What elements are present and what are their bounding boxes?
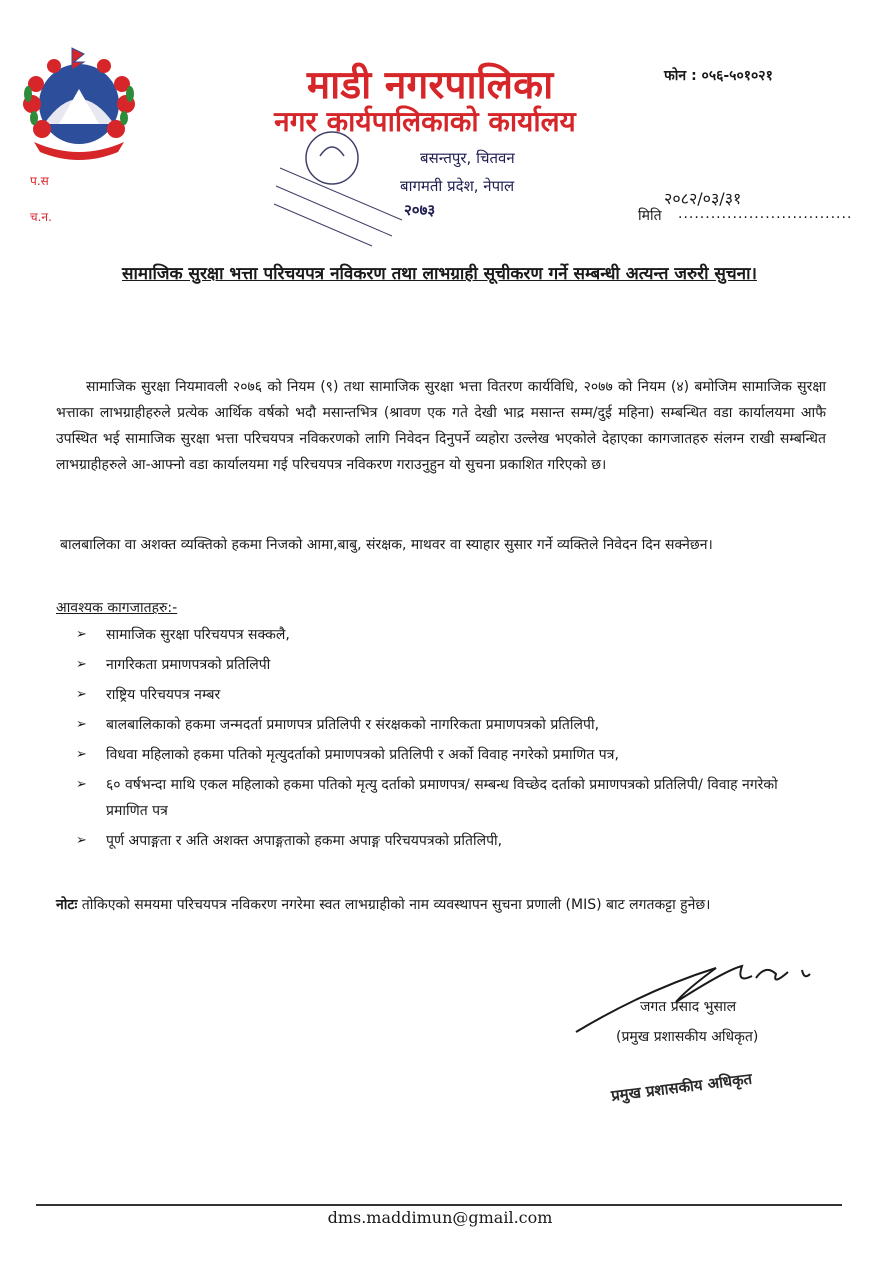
list-item — [76, 828, 816, 854]
arrow-bullet-icon: ➢ — [76, 747, 87, 762]
footer-email: dms.maddimun@gmail.com — [327, 1208, 553, 1227]
arrow-bullet-icon: ➢ — [76, 833, 87, 848]
list-item-text: बालबालिकाको हकमा जन्मदर्ता प्रमाणपत्र प्रतिलिपी र संरक्षकको नागरिकता प्रमाणपत्रको प्रतिलिपी, — [106, 717, 600, 733]
arrow-bullet-icon: ➢ — [76, 627, 87, 642]
list-item-text: विधवा महिलाको हकमा पतिको मृत्युदर्ताको प्रमाणपत्रको प्रतिलिपी र अर्को विवाह नगरेको प्रमाणित पत्र, — [106, 747, 619, 763]
note — [56, 892, 826, 918]
list-item-text: सामाजिक सुरक्षा परिचयपत्र सक्कलै, — [106, 627, 290, 643]
list-item — [76, 622, 816, 648]
list-item — [76, 682, 816, 708]
list-item-text: ६० वर्षभन्दा माथि एकल महिलाको हकमा पतिको मृत्यु दर्ताको प्रमाणपत्र/ सम्बन्ध विच्छेद दर्ताको प्रमाणपत्रको प्रतिलिपी/ विवाह नगरेको प्रमाणित पत्र — [106, 777, 778, 819]
list-item-text: नागरिकता प्रमाणपत्रको प्रतिलिपी — [106, 657, 271, 673]
org-office: नगर कार्यपालिकाको कार्यालय — [274, 105, 576, 138]
list-item — [76, 652, 816, 678]
arrow-bullet-icon: ➢ — [76, 717, 87, 732]
org-name: माडी नगरपालिका — [306, 63, 554, 108]
note-label: नोटः — [56, 897, 78, 913]
date-label: मिति — [638, 208, 662, 224]
date-value: २०८२/०३/३१ — [664, 189, 742, 208]
cn-label: च.न. — [30, 210, 52, 224]
ps-label: प.स — [30, 174, 49, 188]
footer-divider — [36, 1204, 842, 1206]
list-item — [76, 712, 816, 738]
note-text: तोकिएको समयमा परिचयपत्र नविकरण नगरेमा स्वत लाभग्राहीको नाम व्यवस्थापन सुचना प्रणाली (MIS) बाट लगतकट्टा हुनेछ। — [81, 897, 711, 913]
list-item-text: पूर्ण अपाङ्गता र अति अशक्त अपाङ्गताको हकमा अपाङ्ग परिचयपत्रको प्रतिलिपी, — [106, 833, 503, 849]
designation-stamp: प्रमुख प्रशासकीय अधिकृत — [610, 1069, 753, 1105]
list-item — [76, 772, 816, 824]
date-dots: ................................ — [678, 206, 853, 222]
arrow-bullet-icon: ➢ — [76, 777, 87, 792]
signatory-name: जगत प्रसाद भुसाल — [640, 999, 737, 1015]
arrow-bullet-icon: ➢ — [76, 657, 87, 672]
notice-title-text: सामाजिक सुरक्षा भत्ता परिचयपत्र नविकरण तथा लाभग्राही सूचीकरण गर्ने सम्बन्धी अत्यन्त जरुरी सुचना। — [122, 264, 757, 284]
requirements-heading: आवश्यक कागजातहरु:- — [56, 600, 178, 616]
nepal-emblem-icon — [14, 44, 144, 164]
body-paragraph-2: बालबालिका वा अशक्त व्यक्तिको हकमा निजको आमा,बाबु, संरक्षक, माथवर वा स्याहार सुसार गर्ने व्यक्तिले निवेदन दिन सक्नेछन। — [60, 537, 713, 553]
notice-title — [60, 258, 819, 290]
body-paragraph-1: सामाजिक सुरक्षा नियमावली २०७६ को नियम (९) तथा सामाजिक सुरक्षा भत्ता वितरण कार्यविधि, २०७७ को नियम (४) बमोजिम सामाजिक सुरक्षा भत्ताका लाभग्राहीहरुले प्रत्येक आर्थिक वर्षको भदौ मसान्तभित्र (श्रावण एक गते देखी भाद्र मसान्त सम्म/दुई महिना) सम्बन्धित वडा कार्यालयमा आफै उपस्थित भई सामाजिक सुरक्षा भत्ता परिचयपत्र नविकरणको लागि निवेदन दिनुपर्ने व्यहोरा उल्लेख भएकोले देहाएका कागजातहरु संलग्न राखी सम्बन्धित लाभग्राहीहरुले आ-आफ्नो वडा कार्यालयमा गई परिचयपत्र नविकरण गराउनुहुन यो सुचना प्रकाशित गरिएको छ। — [56, 379, 826, 473]
phone-number: फोन : ०५६-५०१०२१ — [664, 68, 773, 84]
address-line-1: बसन्तपुर, चितवन — [420, 149, 515, 167]
arrow-bullet-icon: ➢ — [76, 687, 87, 702]
signatory-role: (प्रमुख प्रशासकीय अधिकृत) — [616, 1029, 759, 1045]
requirements-list — [76, 622, 816, 858]
address-line-2: बागमती प्रदेश, नेपाल — [400, 177, 515, 195]
list-item — [76, 742, 816, 768]
list-item-text: राष्ट्रिय परिचयपत्र नम्बर — [106, 687, 221, 703]
established-year: २०७३ — [404, 201, 436, 219]
